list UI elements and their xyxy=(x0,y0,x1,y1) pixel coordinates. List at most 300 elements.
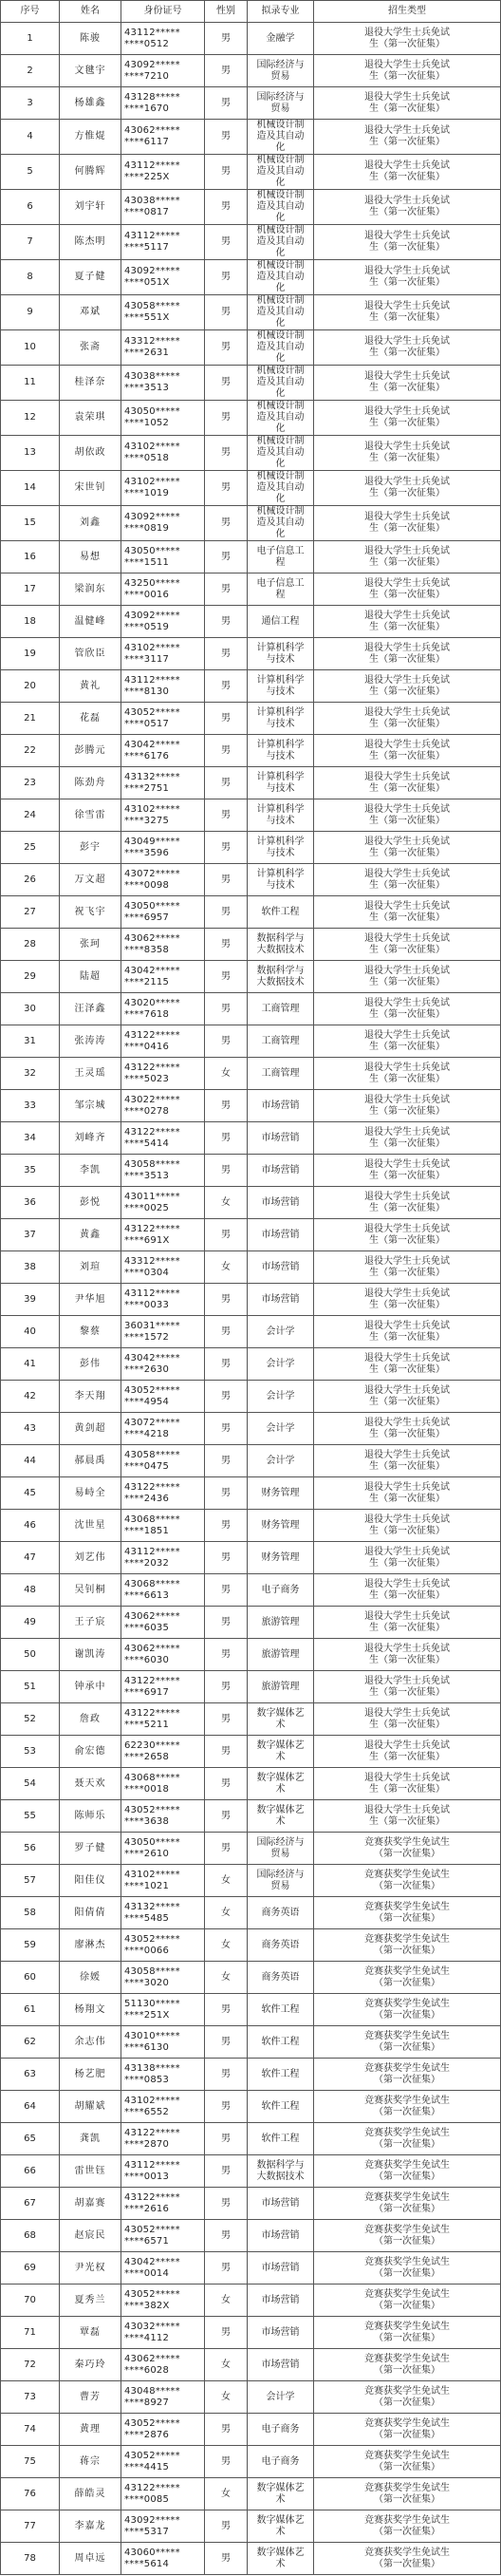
id-number-cell: 43092***** ****5317 xyxy=(121,2510,205,2543)
serial-cell: 63 xyxy=(1,2059,60,2091)
major-cell: 国际经济与 贸易 xyxy=(248,55,314,87)
name-cell: 尹光权 xyxy=(60,2252,121,2285)
serial-cell: 55 xyxy=(1,1800,60,1833)
id-number-cell: 43062***** ****6117 xyxy=(121,120,205,155)
id-number-cell: 43122***** ****5023 xyxy=(121,1058,205,1090)
header-cell: 招生类型 xyxy=(314,1,501,23)
id-number-cell: 43138***** ****0853 xyxy=(121,2059,205,2091)
header-cell: 序号 xyxy=(1,1,60,23)
id-number-cell: 43112***** ****0033 xyxy=(121,1284,205,1316)
table-row xyxy=(1,573,501,606)
table-row xyxy=(1,436,501,471)
table-body xyxy=(1,23,501,2575)
table-row xyxy=(1,1833,501,1865)
gender-cell: 男 xyxy=(205,1316,248,1348)
major-cell: 会计学 xyxy=(248,1445,314,1477)
major-cell: 机械设计制 造及其自动 化 xyxy=(248,190,314,225)
admission-type-cell: 竞赛获奖学生免试生 （第一次征集） xyxy=(314,2478,501,2510)
admission-type-cell: 竞赛获奖学生免试生 （第一次征集） xyxy=(314,2220,501,2252)
serial-cell: 45 xyxy=(1,1477,60,1510)
id-number-cell: 43060***** ****5614 xyxy=(121,2543,205,2575)
major-cell: 金融学 xyxy=(248,23,314,55)
name-cell: 温健峰 xyxy=(60,606,121,638)
gender-cell: 男 xyxy=(205,23,248,55)
name-cell: 廖淋杰 xyxy=(60,1929,121,1962)
gender-cell: 男 xyxy=(205,1736,248,1768)
admission-type-cell: 退役大学生士兵免试 生（第一次征集） xyxy=(314,1058,501,1090)
serial-cell: 35 xyxy=(1,1155,60,1187)
major-cell: 财务管理 xyxy=(248,1542,314,1574)
table-row xyxy=(1,1219,501,1251)
name-cell: 刘瑄 xyxy=(60,1251,121,1284)
major-cell: 数字媒体艺 术 xyxy=(248,1736,314,1768)
table-row xyxy=(1,87,501,120)
gender-cell: 男 xyxy=(205,190,248,225)
table-row xyxy=(1,735,501,767)
name-cell: 徐雪雷 xyxy=(60,799,121,832)
serial-cell: 46 xyxy=(1,1510,60,1542)
table-row xyxy=(1,1155,501,1187)
admission-type-cell: 退役大学生士兵免试 生（第一次征集） xyxy=(314,541,501,573)
gender-cell: 男 xyxy=(205,896,248,929)
table-row xyxy=(1,1445,501,1477)
admission-type-cell: 竞赛获奖学生免试生 （第一次征集） xyxy=(314,2349,501,2381)
gender-cell: 男 xyxy=(205,703,248,735)
admission-type-cell: 退役大学生士兵免试 生（第一次征集） xyxy=(314,638,501,670)
table-row xyxy=(1,366,501,401)
admission-type-cell: 退役大学生士兵免试 生（第一次征集） xyxy=(314,1025,501,1058)
id-number-cell: 43068***** ****0018 xyxy=(121,1768,205,1800)
name-cell: 陈师乐 xyxy=(60,1800,121,1833)
table-row xyxy=(1,2123,501,2155)
admission-type-cell: 退役大学生士兵免试 生（第一次征集） xyxy=(314,1251,501,1284)
id-number-cell: 43062***** ****6030 xyxy=(121,1639,205,1671)
gender-cell: 男 xyxy=(205,155,248,190)
admission-type-cell: 退役大学生士兵免试 生（第一次征集） xyxy=(314,401,501,436)
gender-cell: 男 xyxy=(205,1025,248,1058)
name-cell: 蒋宗 xyxy=(60,2446,121,2478)
header-cell: 性别 xyxy=(205,1,248,23)
name-cell: 张斋 xyxy=(60,330,121,366)
gender-cell: 女 xyxy=(205,1251,248,1284)
name-cell: 袁荣琪 xyxy=(60,401,121,436)
serial-cell: 49 xyxy=(1,1607,60,1639)
admission-type-cell: 退役大学生士兵免试 生（第一次征集） xyxy=(314,1348,501,1381)
serial-cell: 32 xyxy=(1,1058,60,1090)
id-number-cell: 43050***** ****6957 xyxy=(121,896,205,929)
id-number-cell: 43092***** ****0519 xyxy=(121,606,205,638)
name-cell: 雷世钰 xyxy=(60,2155,121,2188)
name-cell: 尹华旭 xyxy=(60,1284,121,1316)
serial-cell: 31 xyxy=(1,1025,60,1058)
gender-cell: 男 xyxy=(205,1768,248,1800)
table-row xyxy=(1,155,501,190)
id-number-cell: 43011***** ****0025 xyxy=(121,1187,205,1219)
table-row xyxy=(1,1284,501,1316)
name-cell: 彭腾元 xyxy=(60,735,121,767)
serial-cell: 15 xyxy=(1,506,60,541)
table-row xyxy=(1,1542,501,1574)
id-number-cell: 43042***** ****2115 xyxy=(121,961,205,993)
table-row xyxy=(1,2091,501,2123)
table-row xyxy=(1,2349,501,2381)
id-number-cell: 43102***** ****1021 xyxy=(121,1865,205,1897)
serial-cell: 28 xyxy=(1,929,60,961)
gender-cell: 男 xyxy=(205,1445,248,1477)
name-cell: 王灵瑶 xyxy=(60,1058,121,1090)
name-cell: 陈劲舟 xyxy=(60,767,121,799)
serial-cell: 19 xyxy=(1,638,60,670)
major-cell: 计算机科学 与技术 xyxy=(248,864,314,896)
serial-cell: 62 xyxy=(1,2026,60,2059)
name-cell: 张涛涛 xyxy=(60,1025,121,1058)
id-number-cell: 43122***** ****6917 xyxy=(121,1671,205,1703)
table-row xyxy=(1,2285,501,2317)
major-cell: 市场营销 xyxy=(248,1155,314,1187)
admission-type-cell: 退役大学生士兵免试 生（第一次征集） xyxy=(314,1671,501,1703)
gender-cell: 男 xyxy=(205,993,248,1025)
id-number-cell: 43112***** ****5117 xyxy=(121,225,205,260)
serial-cell: 25 xyxy=(1,832,60,864)
admission-type-cell: 竞赛获奖学生免试生 （第一次征集） xyxy=(314,1929,501,1962)
id-number-cell: 43058***** ****3513 xyxy=(121,1155,205,1187)
major-cell: 市场营销 xyxy=(248,2285,314,2317)
admission-type-cell: 竞赛获奖学生免试生 （第一次征集） xyxy=(314,2381,501,2414)
id-number-cell: 43052***** ****3638 xyxy=(121,1800,205,1833)
name-cell: 赵宸民 xyxy=(60,2220,121,2252)
major-cell: 软件工程 xyxy=(248,2123,314,2155)
major-cell: 工商管理 xyxy=(248,1058,314,1090)
table-row xyxy=(1,330,501,366)
major-cell: 旅游管理 xyxy=(248,1607,314,1639)
table-row xyxy=(1,541,501,573)
name-cell: 邓斌 xyxy=(60,295,121,330)
major-cell: 软件工程 xyxy=(248,2091,314,2123)
gender-cell: 女 xyxy=(205,1962,248,1994)
id-number-cell: 43052***** ****0066 xyxy=(121,1929,205,1962)
serial-cell: 12 xyxy=(1,401,60,436)
gender-cell: 女 xyxy=(205,2381,248,2414)
major-cell: 机械设计制 造及其自动 化 xyxy=(248,401,314,436)
major-cell: 机械设计制 造及其自动 化 xyxy=(248,366,314,401)
gender-cell: 男 xyxy=(205,1639,248,1671)
name-cell: 谢凯涛 xyxy=(60,1639,121,1671)
serial-cell: 72 xyxy=(1,2349,60,2381)
id-number-cell: 43092***** ****7210 xyxy=(121,55,205,87)
serial-cell: 67 xyxy=(1,2188,60,2220)
table-row xyxy=(1,1768,501,1800)
gender-cell: 女 xyxy=(205,1058,248,1090)
major-cell: 国际经济与 贸易 xyxy=(248,87,314,120)
major-cell: 市场营销 xyxy=(248,1187,314,1219)
serial-cell: 23 xyxy=(1,767,60,799)
major-cell: 数字媒体艺 术 xyxy=(248,2543,314,2575)
serial-cell: 48 xyxy=(1,1574,60,1607)
major-cell: 机械设计制 造及其自动 化 xyxy=(248,436,314,471)
serial-cell: 9 xyxy=(1,295,60,330)
major-cell: 软件工程 xyxy=(248,896,314,929)
table-row xyxy=(1,864,501,896)
table-row xyxy=(1,2510,501,2543)
id-number-cell: 43049***** ****3596 xyxy=(121,832,205,864)
admission-type-cell: 退役大学生士兵免试 生（第一次征集） xyxy=(314,735,501,767)
name-cell: 张珂 xyxy=(60,929,121,961)
name-cell: 管欣臣 xyxy=(60,638,121,670)
table-row xyxy=(1,2478,501,2510)
serial-cell: 47 xyxy=(1,1542,60,1574)
table-row xyxy=(1,2543,501,2575)
name-cell: 覃磊 xyxy=(60,2317,121,2349)
admission-type-cell: 退役大学生士兵免试 生（第一次征集） xyxy=(314,190,501,225)
gender-cell: 男 xyxy=(205,929,248,961)
table-row xyxy=(1,2220,501,2252)
admission-type-cell: 竞赛获奖学生免试生 （第一次征集） xyxy=(314,2510,501,2543)
id-number-cell: 43102***** ****3117 xyxy=(121,638,205,670)
gender-cell: 男 xyxy=(205,735,248,767)
gender-cell: 男 xyxy=(205,1122,248,1155)
serial-cell: 17 xyxy=(1,573,60,606)
id-number-cell: 43122***** ****2616 xyxy=(121,2188,205,2220)
admission-type-cell: 竞赛获奖学生免试生 （第一次征集） xyxy=(314,2543,501,2575)
admission-type-cell: 退役大学生士兵免试 生（第一次征集） xyxy=(314,1122,501,1155)
table-row xyxy=(1,1381,501,1413)
admission-type-cell: 竞赛获奖学生免试生 （第一次征集） xyxy=(314,2414,501,2446)
id-number-cell: 43122***** ****5414 xyxy=(121,1122,205,1155)
gender-cell: 男 xyxy=(205,1574,248,1607)
table-row xyxy=(1,1025,501,1058)
id-number-cell: 43058***** ****3020 xyxy=(121,1962,205,1994)
major-cell: 数字媒体艺 术 xyxy=(248,1768,314,1800)
name-cell: 秦巧玲 xyxy=(60,2349,121,2381)
gender-cell: 男 xyxy=(205,1542,248,1574)
gender-cell: 男 xyxy=(205,1155,248,1187)
major-cell: 计算机科学 与技术 xyxy=(248,767,314,799)
gender-cell: 男 xyxy=(205,832,248,864)
table-row xyxy=(1,506,501,541)
serial-cell: 73 xyxy=(1,2381,60,2414)
name-cell: 李天翔 xyxy=(60,1381,121,1413)
name-cell: 易峙全 xyxy=(60,1477,121,1510)
table-row xyxy=(1,2252,501,2285)
serial-cell: 10 xyxy=(1,330,60,366)
table-row xyxy=(1,1994,501,2026)
serial-cell: 34 xyxy=(1,1122,60,1155)
gender-cell: 男 xyxy=(205,1284,248,1316)
admission-type-cell: 退役大学生士兵免试 生（第一次征集） xyxy=(314,864,501,896)
table-row xyxy=(1,703,501,735)
serial-cell: 2 xyxy=(1,55,60,87)
gender-cell: 男 xyxy=(205,87,248,120)
gender-cell: 男 xyxy=(205,1510,248,1542)
gender-cell: 男 xyxy=(205,2155,248,2188)
serial-cell: 21 xyxy=(1,703,60,735)
table-row xyxy=(1,2317,501,2349)
gender-cell: 男 xyxy=(205,1381,248,1413)
gender-cell: 女 xyxy=(205,1897,248,1929)
name-cell: 邹宗城 xyxy=(60,1090,121,1122)
name-cell: 杨雄鑫 xyxy=(60,87,121,120)
major-cell: 计算机科学 与技术 xyxy=(248,735,314,767)
major-cell: 数据科学与 大数据技术 xyxy=(248,961,314,993)
table-row xyxy=(1,120,501,155)
name-cell: 黄礼 xyxy=(60,670,121,703)
name-cell: 胡依政 xyxy=(60,436,121,471)
table-row xyxy=(1,1736,501,1768)
gender-cell: 男 xyxy=(205,1833,248,1865)
gender-cell: 男 xyxy=(205,541,248,573)
table-row xyxy=(1,1348,501,1381)
id-number-cell: 43022***** ****0278 xyxy=(121,1090,205,1122)
admission-type-cell: 退役大学生士兵免试 生（第一次征集） xyxy=(314,225,501,260)
name-cell: 夏秀兰 xyxy=(60,2285,121,2317)
serial-cell: 53 xyxy=(1,1736,60,1768)
admission-type-cell: 退役大学生士兵免试 生（第一次征集） xyxy=(314,1768,501,1800)
serial-cell: 69 xyxy=(1,2252,60,2285)
major-cell: 会计学 xyxy=(248,1413,314,1445)
id-number-cell: 43062***** ****6028 xyxy=(121,2349,205,2381)
name-cell: 祝飞宇 xyxy=(60,896,121,929)
table-row xyxy=(1,225,501,260)
gender-cell: 男 xyxy=(205,573,248,606)
gender-cell: 男 xyxy=(205,1477,248,1510)
admission-type-cell: 竞赛获奖学生免试生 （第一次征集） xyxy=(314,2446,501,2478)
id-number-cell: 43042***** ****2630 xyxy=(121,1348,205,1381)
table-row xyxy=(1,2414,501,2446)
serial-cell: 40 xyxy=(1,1316,60,1348)
serial-cell: 54 xyxy=(1,1768,60,1800)
admission-type-cell: 退役大学生士兵免试 生（第一次征集） xyxy=(314,1155,501,1187)
major-cell: 数据科学与 大数据技术 xyxy=(248,2155,314,2188)
serial-cell: 57 xyxy=(1,1865,60,1897)
serial-cell: 4 xyxy=(1,120,60,155)
admission-type-cell: 竞赛获奖学生免试生 （第一次征集） xyxy=(314,2123,501,2155)
gender-cell: 男 xyxy=(205,120,248,155)
major-cell: 计算机科学 与技术 xyxy=(248,832,314,864)
major-cell: 软件工程 xyxy=(248,1994,314,2026)
major-cell: 数字媒体艺 术 xyxy=(248,1703,314,1736)
gender-cell: 男 xyxy=(205,295,248,330)
serial-cell: 3 xyxy=(1,87,60,120)
gender-cell: 男 xyxy=(205,225,248,260)
admission-type-cell: 竞赛获奖学生免试生 （第一次征集） xyxy=(314,1865,501,1897)
id-number-cell: 36031***** ****1572 xyxy=(121,1316,205,1348)
table-row xyxy=(1,638,501,670)
admission-type-cell: 退役大学生士兵免试 生（第一次征集） xyxy=(314,1187,501,1219)
major-cell: 商务英语 xyxy=(248,1897,314,1929)
admission-type-cell: 退役大学生士兵免试 生（第一次征集） xyxy=(314,471,501,506)
name-cell: 曹芳 xyxy=(60,2381,121,2414)
name-cell: 黄鑫 xyxy=(60,1219,121,1251)
id-number-cell: 43042***** ****6176 xyxy=(121,735,205,767)
id-number-cell: 43122***** ****2870 xyxy=(121,2123,205,2155)
name-cell: 沈世星 xyxy=(60,1510,121,1542)
gender-cell: 男 xyxy=(205,638,248,670)
admission-type-cell: 退役大学生士兵免试 生（第一次征集） xyxy=(314,55,501,87)
id-number-cell: 43122***** ****5211 xyxy=(121,1703,205,1736)
gender-cell: 男 xyxy=(205,1800,248,1833)
id-number-cell: 62230***** ****2658 xyxy=(121,1736,205,1768)
table-row xyxy=(1,55,501,87)
serial-cell: 14 xyxy=(1,471,60,506)
admission-type-cell: 退役大学生士兵免试 生（第一次征集） xyxy=(314,1574,501,1607)
table-row xyxy=(1,1187,501,1219)
id-number-cell: 43052***** ****2876 xyxy=(121,2414,205,2446)
name-cell: 夏子健 xyxy=(60,260,121,295)
serial-cell: 39 xyxy=(1,1284,60,1316)
name-cell: 梁润东 xyxy=(60,573,121,606)
admission-type-cell: 退役大学生士兵免试 生（第一次征集） xyxy=(314,606,501,638)
major-cell: 市场营销 xyxy=(248,1251,314,1284)
serial-cell: 27 xyxy=(1,896,60,929)
admission-type-cell: 退役大学生士兵免试 生（第一次征集） xyxy=(314,1316,501,1348)
name-cell: 刘宇轩 xyxy=(60,190,121,225)
table-row xyxy=(1,1865,501,1897)
major-cell: 数据科学与 大数据技术 xyxy=(248,929,314,961)
admission-type-cell: 竞赛获奖学生免试生 （第一次征集） xyxy=(314,2317,501,2349)
name-cell: 陆超 xyxy=(60,961,121,993)
admission-type-cell: 竞赛获奖学生免试生 （第一次征集） xyxy=(314,2188,501,2220)
major-cell: 市场营销 xyxy=(248,2349,314,2381)
gender-cell: 男 xyxy=(205,471,248,506)
major-cell: 市场营销 xyxy=(248,2188,314,2220)
major-cell: 机械设计制 造及其自动 化 xyxy=(248,120,314,155)
major-cell: 工商管理 xyxy=(248,993,314,1025)
id-number-cell: 43058***** ****551X xyxy=(121,295,205,330)
major-cell: 机械设计制 造及其自动 化 xyxy=(248,330,314,366)
name-cell: 郝晨禹 xyxy=(60,1445,121,1477)
major-cell: 软件工程 xyxy=(248,2026,314,2059)
admission-type-cell: 竞赛获奖学生免试生 （第一次征集） xyxy=(314,2252,501,2285)
major-cell: 会计学 xyxy=(248,1348,314,1381)
major-cell: 市场营销 xyxy=(248,1284,314,1316)
serial-cell: 74 xyxy=(1,2414,60,2446)
admission-type-cell: 竞赛获奖学生免试生 （第一次征集） xyxy=(314,1962,501,1994)
admission-type-cell: 退役大学生士兵免试 生（第一次征集） xyxy=(314,1639,501,1671)
table-row xyxy=(1,1510,501,1542)
admission-type-cell: 退役大学生士兵免试 生（第一次征集） xyxy=(314,23,501,55)
serial-cell: 8 xyxy=(1,260,60,295)
serial-cell: 78 xyxy=(1,2543,60,2575)
gender-cell: 男 xyxy=(205,506,248,541)
gender-cell: 男 xyxy=(205,55,248,87)
serial-cell: 52 xyxy=(1,1703,60,1736)
serial-cell: 5 xyxy=(1,155,60,190)
id-number-cell: 43050***** ****1052 xyxy=(121,401,205,436)
serial-cell: 71 xyxy=(1,2317,60,2349)
name-cell: 黎蔡 xyxy=(60,1316,121,1348)
gender-cell: 女 xyxy=(205,2285,248,2317)
major-cell: 电子信息工 程 xyxy=(248,573,314,606)
major-cell: 会计学 xyxy=(248,2381,314,2414)
id-number-cell: 43052***** ****4415 xyxy=(121,2446,205,2478)
table-row xyxy=(1,471,501,506)
major-cell: 数字媒体艺 术 xyxy=(248,2478,314,2510)
id-number-cell: 43042***** ****0014 xyxy=(121,2252,205,2285)
admission-type-cell: 退役大学生士兵免试 生（第一次征集） xyxy=(314,87,501,120)
name-cell: 徐媛 xyxy=(60,1962,121,1994)
major-cell: 商务英语 xyxy=(248,1962,314,1994)
name-cell: 万文超 xyxy=(60,864,121,896)
gender-cell: 男 xyxy=(205,1994,248,2026)
major-cell: 会计学 xyxy=(248,1316,314,1348)
major-cell: 计算机科学 与技术 xyxy=(248,799,314,832)
serial-cell: 68 xyxy=(1,2220,60,2252)
gender-cell: 男 xyxy=(205,330,248,366)
table-row xyxy=(1,1671,501,1703)
serial-cell: 66 xyxy=(1,2155,60,2188)
name-cell: 方惟焜 xyxy=(60,120,121,155)
serial-cell: 58 xyxy=(1,1897,60,1929)
